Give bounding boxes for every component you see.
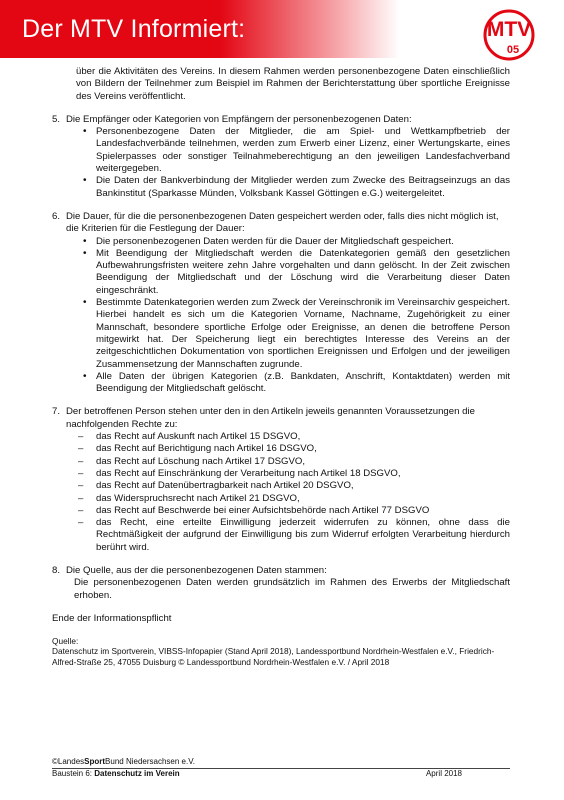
section-7-heading: 7. Der betroffenen Person stehen unter den in den Artikeln jeweils genannten Voraussetzungen die nachfolgenden Rechte zu:: [52, 406, 475, 430]
list-item: – das Recht auf Auskunft nach Artikel 15 DSGVO,: [96, 431, 510, 443]
list-item: – das Recht auf Datenübertragbarkeit nach Artikel 20 DSGVO,: [96, 480, 510, 492]
list-item: – das Recht auf Einschränkung der Verarbeitung nach Artikel 18 DSGVO,: [96, 468, 510, 480]
section-8-heading: 8. Die Quelle, aus der die personenbezogenen Daten stammen:: [52, 564, 327, 576]
list-item: – das Recht auf Löschung nach Artikel 17 DSGVO,: [96, 456, 510, 468]
document-body: [52, 66, 510, 667]
source-text: Datenschutz im Sportverein, VIBSS-Infopapier (Stand April 2018), Landessportbund Nordrhein-Westfalen e.V., Friedrich-Alfred-Straße 25, 47055 Duisburg © Landessportbund Nordrhein-Westfalen e.V. / April 2018: [52, 646, 495, 667]
footer-baustein: Baustein 6: Datenschutz im Verein: [52, 769, 180, 778]
list-item: – das Recht auf Beschwerde bei einer Aufsichtsbehörde nach Artikel 77 DSGVO: [96, 505, 510, 517]
page-footer: [52, 757, 510, 779]
list-item: – das Widerspruchsrecht nach Artikel 21 DSGVO,: [96, 493, 510, 505]
section-6-list: [52, 236, 510, 396]
source-label: Quelle:: [52, 636, 79, 647]
section-5-heading: 5. Die Empfänger oder Kategorien von Empfängern der personenbezogenen Daten:: [52, 113, 412, 125]
mtv-logo: [480, 8, 538, 62]
footer-copyright: ©LandesSportBund Niedersachsen e.V.: [52, 757, 196, 766]
footer-date: April 2018: [425, 769, 462, 778]
header-banner: [0, 0, 400, 58]
list-item: – das Recht auf Berichtigung nach Artikel 16 DSGVO,: [96, 443, 510, 455]
list-item: • Die personenbezogenen Daten werden für die Dauer der Mitgliedschaft gespeichert.: [96, 236, 510, 248]
list-item: • Bestimmte Datenkategorien werden zum Zweck der Vereinschronik im Vereinsarchiv gespeichert. Hierbei handelt es sich um die Kategorien Vorname, Nachname, Zugehörigkeit zu einer Mannschaft, besondere sportliche Erfolge oder Ereignisse, an denen die betroffene Person mitgewirkt hat. Der Speicherung liegt ein berechtigtes Interesse des Vereins an der zeitgeschichtlichen Dokumentation von sportlichen Ereignissen und Erfolgen und der jeweiligen Zusammensetzung der Mannschaften zugrunde.: [96, 297, 510, 371]
section-6-heading: 6. Die Dauer, für die die personenbezogenen Daten gespeichert werden oder, falls dies nicht möglich ist, die Kriterien für die Festlegung der Dauer:: [52, 210, 499, 235]
list-item: – das Recht, eine erteilte Einwilligung jederzeit widerrufen zu können, ohne dass die Rechtmäßigkeit der aufgrund der Einwilligung bis zum Widerruf erfolgten Verarbeitung hierdurch berührt wird.: [96, 517, 510, 554]
list-item: • Alle Daten der übrigen Kategorien (z.B. Bankdaten, Anschrift, Kontaktdaten) werden mit Beendigung der Mitgliedschaft gelöscht.: [96, 371, 510, 396]
logo-number: 05: [506, 44, 520, 56]
section-5-list: [52, 126, 510, 200]
end-note: Ende der Informationspflicht: [52, 612, 172, 624]
list-item: • Mit Beendigung der Mitgliedschaft werden die Datenkategorien gemäß den gesetzlichen Aufbewahrungsfristen weitere zehn Jahre vorgehalten und dann gelöscht. In der Zeit zwischen Beendigung der Mitgliedschaft und der Löschung wird die Verarbeitung dieser Daten eingeschränkt.: [96, 248, 510, 297]
intro-paragraph: über die Aktivitäten des Vereins. In diesem Rahmen werden personenbezogene Daten einschließlich von Bildern der Teilnehmer zum Beispiel im Rahmen der Berichterstattung über sportliche Ereignisse des Vereins veröffentlicht.: [76, 66, 510, 102]
header-title: Der MTV Informiert:: [22, 15, 246, 43]
section-7-list: [52, 431, 510, 554]
list-item: • Die Daten der Bankverbindung der Mitglieder werden zum Zwecke des Beitragseinzugs an das Bankinstitut (Sparkasse Münden, Volksbank Kassel Göttingen e.G.) weitergeleitet.: [96, 175, 510, 200]
list-item: • Personenbezogene Daten der Mitglieder, die am Spiel- und Wettkampfbetrieb der Landesfachverbände teilnehmen, werden zum Erwerb einer Lizenz, einer Wertungskarte, eines Spielerpasses oder sonstiger Teilnahmeberechtigung an den jeweiligen Landesfachverband weitergegeben.: [96, 126, 510, 175]
logo-letters: MTV: [486, 18, 532, 41]
section-8-text: Die personenbezogenen Daten werden grundsätzlich im Rahmen des Erwerbs der Mitgliedschaft erhoben.: [74, 577, 510, 601]
